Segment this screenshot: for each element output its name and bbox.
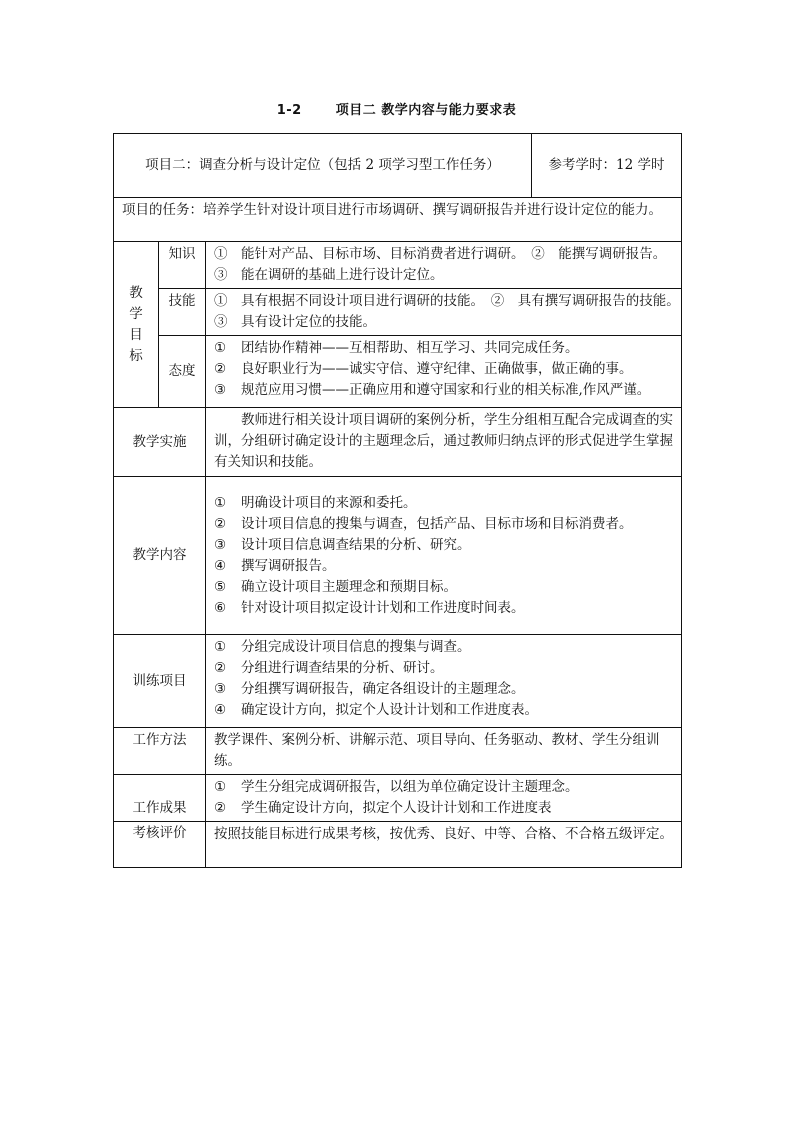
training-list — [206, 635, 682, 728]
project-title: 项目二：调查分析与设计定位（包括 2 项学习型工作任务） — [145, 157, 500, 173]
implementation-label-cell — [114, 408, 206, 477]
list-item: ④ 撰写调研报告。 — [214, 557, 336, 574]
implementation-text: 教师进行相关设计项目调研的案例分析，学生分组相互配合完成调查的实训，分组研讨确定设计的主题理念后，通过教师归纳点评的形式促进学生掌握有关知识和技能。 — [214, 412, 673, 470]
objectives-label-cell — [114, 242, 159, 408]
implementation-label: 教学实施 — [132, 433, 187, 450]
task-row — [114, 198, 682, 242]
assessment-label-cell — [114, 822, 206, 868]
method-text-cell — [206, 728, 682, 775]
knowledge-text-cell — [206, 242, 682, 289]
objectives-label-char: 教 — [129, 284, 143, 301]
list-item: ① 团结协作精神——互相帮助、相互学习、共同完成任务。 — [214, 340, 579, 356]
objective-knowledge-row — [114, 242, 682, 289]
content-list — [206, 477, 682, 635]
assessment-row — [114, 822, 682, 868]
implementation-row — [114, 408, 682, 477]
project-title-cell — [114, 134, 532, 198]
project-task: 项目的任务：培养学生针对设计项目进行市场调研、撰写调研报告并进行设计定位的能力。 — [122, 202, 662, 218]
list-item: ④ 确定设计方向，拟定个人设计计划和工作进度表。 — [214, 702, 538, 718]
list-item: ⑥ 针对设计项目拟定设计计划和工作进度时间表。 — [214, 599, 525, 616]
course-content-table — [113, 133, 687, 868]
list-item: ① 分组完成设计项目信息的搜集与调查。 — [214, 639, 471, 655]
list-item: ② 良好职业行为——诚实守信、遵守纪律、正确做事，做正确的事。 — [214, 361, 633, 377]
content-label: 教学内容 — [132, 547, 187, 563]
list-item: ③ 分组撰写调研报告，确定各组设计的主题理念。 — [214, 681, 525, 697]
table-header-row — [114, 134, 682, 198]
table-number: 1-2 — [276, 103, 302, 118]
training-label-cell — [114, 635, 206, 728]
list-item: ③ 设计项目信息调查结果的分析、研究。 — [214, 536, 471, 553]
task-cell — [114, 198, 682, 242]
assessment-text: 按照技能目标进行成果考核，按优秀、良好、中等、合格、不合格五级评定。 — [214, 826, 673, 842]
table-title: 项目二 教学内容与能力要求表 — [335, 103, 517, 118]
objectives-label-char: 标 — [129, 347, 143, 364]
skill-label-cell — [159, 289, 206, 336]
content-label-cell — [114, 477, 206, 635]
assessment-label: 考核评价 — [132, 825, 187, 841]
objective-attitude-row — [114, 336, 682, 408]
content-row — [114, 477, 682, 635]
objectives-label-char: 目 — [129, 326, 143, 343]
knowledge-label-cell — [159, 242, 206, 289]
results-label: 工作成果 — [132, 800, 187, 816]
list-item: ⑤ 确立设计项目主题理念和预期目标。 — [214, 578, 457, 595]
knowledge-label: 知识 — [168, 246, 196, 262]
hours-cell — [532, 134, 682, 198]
objectives-label — [114, 283, 158, 367]
results-list — [206, 775, 682, 822]
assessment-text-cell — [206, 822, 682, 868]
attitude-list — [206, 336, 682, 408]
list-item: ① 学生分组完成调研报告，以组为单位确定设计主题理念。 — [214, 779, 579, 795]
method-label: 工作方法 — [132, 732, 187, 748]
skill-text: ① 具有根据不同设计项目进行调研的技能。 ② 具有撰写调研报告的技能。 ③ 具有设计定位的技能。 — [214, 293, 687, 330]
list-item: ② 设计项目信息的搜集与调查，包括产品、目标市场和目标消费者。 — [214, 515, 633, 532]
list-item: ② 学生确定设计方向，拟定个人设计计划和工作进度表 — [214, 800, 552, 816]
document-title — [0, 99, 793, 118]
skill-text-cell — [206, 289, 687, 336]
implementation-text-cell — [206, 408, 682, 477]
list-item: ① 明确设计项目的来源和委托。 — [214, 494, 417, 511]
results-row — [114, 775, 682, 822]
skill-label: 技能 — [168, 293, 196, 309]
attitude-label: 态度 — [168, 363, 196, 379]
list-item: ③ 规范应用习惯——正确应用和遵守国家和行业的相关标准,作风严谨。 — [214, 382, 651, 398]
method-label-cell — [114, 728, 206, 775]
training-label: 训练项目 — [132, 672, 187, 689]
objectives-label-char: 学 — [129, 305, 143, 322]
attitude-label-cell — [159, 336, 206, 408]
reference-hours: 参考学时：12 学时 — [548, 157, 665, 173]
training-row — [114, 635, 682, 728]
list-item: ② 分组进行调查结果的分析、研讨。 — [214, 660, 444, 676]
objective-skill-row — [114, 289, 682, 336]
method-row — [114, 728, 682, 775]
results-label-cell — [114, 775, 206, 822]
method-text: 教学课件、案例分析、讲解示范、项目导向、任务驱动、教材、学生分组训练。 — [214, 732, 660, 769]
knowledge-text: ① 能针对产品、目标市场、目标消费者进行调研。 ② 能撰写调研报告。 ③ 能在调研的基础上进行设计定位。 — [214, 246, 673, 283]
